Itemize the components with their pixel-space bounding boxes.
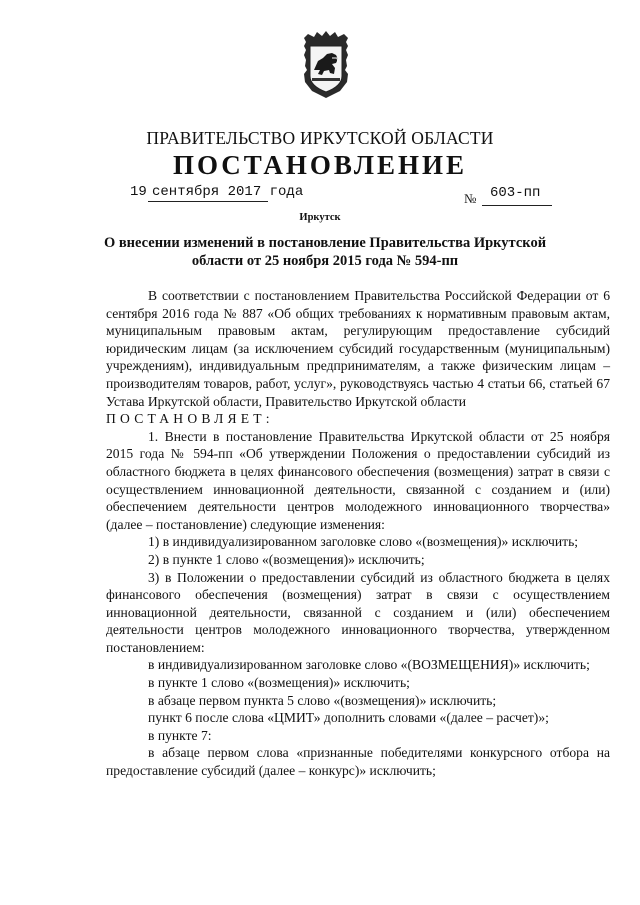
item-paragraph: 1. Внести в постановление Правительства Иркутской области от 25 ноября 2015 года № 594-пп «Об утверждении Положения о предоставлении субсидий из областного бюджета в целях финансового обеспечения (возмещения) затрат в связи с осуществлением инновационной деятельности, связанной с созданием и (или) обеспечением деятельности центров молодежного инновационного творчества» (далее – постановление) следующие изменения: [106, 428, 610, 532]
document-number: 603-пп [490, 185, 541, 201]
date-day: 19 [130, 184, 147, 200]
item-paragraph: в пункте 1 слово «(возмещения)» исключить; [148, 675, 410, 691]
document-title: О внесении изменений в постановление Правительства Иркутской области от 25 ноября 2015 года № 594-пп [103, 235, 547, 269]
resolves-word: ПОСТАНОВЛЯЕТ: [106, 411, 274, 427]
item-paragraph: 3) в Положении о предоставлении субсидий из областного бюджета в целях финансового обеспечения (возмещения) затрат в связи с осуществлением инновационной деятельности, связанной с созданием и (или) обеспечением деятельности центров молодежного инновационного творчества, утвержденном постановлением: [106, 569, 610, 655]
government-name: ПРАВИТЕЛЬСТВО ИРКУТСКОЙ ОБЛАСТИ [146, 128, 494, 148]
preamble-paragraph: В соответствии с постановлением Правительства Российской Федерации от 6 сентября 2016 года № 887 «Об общих требованиях к нормативным правовым актам, муниципальным правовым актам, регулирующим предоставление субсидий юридическим лицам (за исключением субсидий государственным (муниципальным) учреждениям), индивидуальным предпринимателям, а также физическим лицам – производителям товаров, работ, услуг», руководствуясь частью 4 статьи 66, статьей 67 Устава Иркутской области, Правительство Иркутской области [106, 288, 610, 409]
item-paragraph: пункт 6 после слова «ЦМИТ» дополнить словами «(далее – расчет)»; [148, 710, 549, 726]
item-paragraph: в абзаце первом слова «признанные победителями конкурсного отбора на предоставление субсидий (далее – конкурс)» исключить; [106, 745, 610, 779]
number-sign: № [464, 191, 477, 206]
number-line [464, 185, 584, 208]
item-paragraph: в пункте 7: [148, 727, 212, 743]
item-paragraph: 1) в индивидуализированном заголовке слово «(возмещения)» исключить; [148, 534, 579, 550]
irkutsk-coat-of-arms-icon [302, 30, 350, 100]
item-paragraph: 2) в пункте 1 слово «(возмещения)» исключить; [148, 551, 425, 567]
city-name: Иркутск [299, 212, 341, 223]
coat-of-arms-emblem [302, 30, 350, 100]
item-paragraph: в абзаце первом пункта 5 слово «(возмещения)» исключить; [148, 692, 497, 708]
date-line [130, 184, 330, 204]
date-month-year: сентября 2017 года [152, 184, 304, 200]
document-type-heading: ПОСТАНОВЛЕНИЕ [172, 150, 468, 180]
document-body [106, 287, 610, 780]
item-paragraph: в индивидуализированном заголовке слово «(ВОЗМЕЩЕНИЯ)» исключить; [148, 657, 590, 673]
